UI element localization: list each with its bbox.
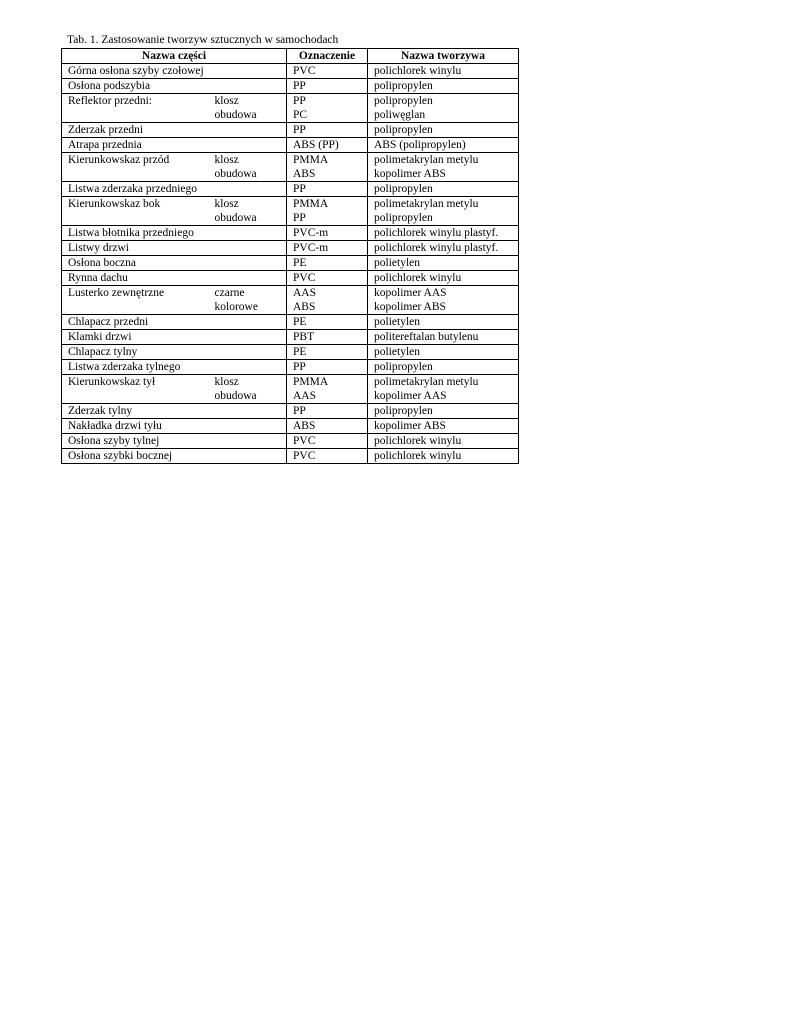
part-name: Chlapacz przedni — [68, 316, 149, 328]
material-name-cell — [368, 375, 519, 404]
material-code-cell — [287, 256, 368, 271]
table-row — [62, 182, 519, 197]
part-name-cell — [62, 138, 287, 153]
material-name-cell — [368, 419, 519, 434]
material-name-cell — [368, 330, 519, 345]
part-name: Kierunkowskaz przód — [68, 154, 170, 166]
material-name-cell — [368, 241, 519, 256]
header-material: Nazwa tworzywa — [368, 49, 519, 64]
part-name-cell — [62, 64, 287, 79]
material-name-cell — [368, 138, 519, 153]
table-row — [62, 434, 519, 449]
material-code-cell-line: PVC — [293, 65, 316, 77]
material-code-cell-line: PVC — [293, 435, 316, 447]
table-row — [62, 330, 519, 345]
material-code-cell-line: PMMA — [293, 198, 329, 210]
part-name: Kierunkowskaz bok — [68, 198, 161, 210]
part-name: Osłona podszybia — [68, 80, 151, 92]
material-code-cell-line: PP — [293, 212, 306, 224]
part-name-cell — [62, 286, 209, 315]
material-name-cell-line: polipropylen — [374, 80, 433, 92]
material-code-cell-line: PE — [293, 316, 307, 328]
part-name-cell — [62, 434, 287, 449]
material-name-cell — [368, 226, 519, 241]
material-code-cell-line: PMMA — [293, 154, 329, 166]
part-name-cell — [62, 197, 209, 226]
part-name-cell — [62, 226, 287, 241]
part-name: Górna osłona szyby czołowej — [68, 65, 204, 77]
table-row — [62, 226, 519, 241]
part-name: Atrapa przednia — [68, 139, 142, 151]
part-name-cell — [62, 360, 287, 375]
part-subcomponent-cell-line: klosz — [214, 154, 239, 166]
table-row — [62, 94, 519, 123]
part-subcomponent-cell-line: czarne — [214, 287, 245, 299]
material-name-cell-line: polichlorek winylu — [374, 65, 462, 77]
material-code-cell — [287, 138, 368, 153]
material-name-cell-line: polimetakrylan metylu — [374, 198, 479, 210]
table-row — [62, 404, 519, 419]
material-name-cell — [368, 182, 519, 197]
material-code-cell-line: PP — [293, 124, 306, 136]
material-code-cell — [287, 79, 368, 94]
part-name: Osłona boczna — [68, 257, 137, 269]
table-row — [62, 419, 519, 434]
table-row — [62, 345, 519, 360]
material-code-cell-line: PC — [293, 109, 308, 121]
material-code-cell — [287, 241, 368, 256]
material-code-cell — [287, 226, 368, 241]
material-name-cell-line: poliwęglan — [374, 109, 426, 121]
material-code-cell — [287, 64, 368, 79]
material-code-cell-line: PP — [293, 80, 306, 92]
part-name-cell — [62, 330, 287, 345]
material-code-cell-line: PVC — [293, 272, 316, 284]
material-code-cell — [287, 345, 368, 360]
material-code-cell — [287, 182, 368, 197]
part-name-cell — [62, 94, 209, 123]
table-row — [62, 241, 519, 256]
part-name: Zderzak przedni — [68, 124, 144, 136]
material-code-cell-line: PBT — [293, 331, 315, 343]
material-name-cell-line: polichlorek winylu plastyf. — [374, 227, 499, 239]
material-code-cell — [287, 271, 368, 286]
material-code-cell-line: PP — [293, 405, 306, 417]
header-code: Oznaczenie — [287, 49, 368, 64]
part-name: Lusterko zewnętrzne — [68, 287, 165, 299]
material-code-cell — [287, 434, 368, 449]
material-name-cell — [368, 94, 519, 123]
part-name: Chlapacz tylny — [68, 346, 138, 358]
material-code-cell-line: AAS — [293, 287, 317, 299]
material-name-cell — [368, 256, 519, 271]
material-code-cell — [287, 360, 368, 375]
material-name-cell-line: polichlorek winylu — [374, 450, 462, 462]
plastics-table — [61, 48, 519, 464]
part-subcomponent-cell-line: klosz — [214, 376, 239, 388]
part-name: Klamki drzwi — [68, 331, 132, 343]
material-name-cell-line: polichlorek winylu — [374, 435, 462, 447]
material-name-cell-line: kopolimer AAS — [374, 390, 447, 402]
material-name-cell — [368, 64, 519, 79]
table-row — [62, 375, 519, 404]
part-subcomponent-cell — [209, 153, 287, 182]
part-name: Listwa zderzaka tylnego — [68, 361, 181, 373]
material-name-cell — [368, 286, 519, 315]
material-name-cell — [368, 153, 519, 182]
part-name-cell — [62, 241, 287, 256]
part-name-cell — [62, 345, 287, 360]
material-name-cell-line: polietylen — [374, 316, 420, 328]
material-name-cell — [368, 404, 519, 419]
material-code-cell — [287, 94, 368, 123]
part-name-cell — [62, 271, 287, 286]
material-code-cell-line: ABS — [293, 301, 316, 313]
table-row — [62, 256, 519, 271]
part-name: Reflektor przedni: — [68, 95, 152, 107]
part-subcomponent-cell — [209, 286, 287, 315]
material-code-cell — [287, 330, 368, 345]
part-subcomponent-cell — [209, 94, 287, 123]
part-name-cell — [62, 256, 287, 271]
part-name-cell — [62, 182, 287, 197]
material-code-cell-line: PP — [293, 361, 306, 373]
material-code-cell — [287, 197, 368, 226]
material-name-cell — [368, 123, 519, 138]
material-name-cell-line: polietylen — [374, 346, 420, 358]
material-code-cell-line: PE — [293, 346, 307, 358]
material-code-cell — [287, 419, 368, 434]
part-name-cell — [62, 419, 287, 434]
material-name-cell-line: polimetakrylan metylu — [374, 154, 479, 166]
table-row — [62, 449, 519, 464]
part-name-cell — [62, 404, 287, 419]
part-subcomponent-cell-line: obudowa — [214, 109, 257, 121]
table-row — [62, 360, 519, 375]
material-name-cell-line: polipropylen — [374, 405, 433, 417]
table-row — [62, 197, 519, 226]
material-name-cell-line: kopolimer AAS — [374, 287, 447, 299]
material-code-cell-line: PVC — [293, 450, 316, 462]
table-caption: Tab. 1. Zastosowanie tworzyw sztucznych w samochodach — [67, 34, 339, 46]
material-name-cell — [368, 197, 519, 226]
material-code-cell — [287, 449, 368, 464]
material-name-cell-line: kopolimer ABS — [374, 301, 446, 313]
material-code-cell-line: PMMA — [293, 376, 329, 388]
part-subcomponent-cell-line: kolorowe — [214, 301, 258, 313]
part-name: Osłona szybki bocznej — [68, 450, 173, 462]
material-code-cell — [287, 375, 368, 404]
table-row — [62, 79, 519, 94]
material-code-cell-line: PVC-m — [293, 227, 329, 239]
material-code-cell-line: ABS — [293, 420, 316, 432]
table-header-row — [62, 49, 519, 64]
part-name: Listwy drzwi — [68, 242, 130, 254]
part-name: Nakładka drzwi tyłu — [68, 420, 162, 432]
part-name-cell — [62, 315, 287, 330]
part-subcomponent-cell-line: obudowa — [214, 390, 257, 402]
material-name-cell-line: polipropylen — [374, 361, 433, 373]
part-name: Listwa zderzaka przedniego — [68, 183, 197, 195]
material-name-cell — [368, 434, 519, 449]
material-name-cell — [368, 315, 519, 330]
part-subcomponent-cell-line: obudowa — [214, 168, 257, 180]
material-code-cell-line: ABS (PP) — [293, 139, 339, 151]
material-name-cell-line: polimetakrylan metylu — [374, 376, 479, 388]
table-row — [62, 315, 519, 330]
material-name-cell-line: ABS (polipropylen) — [374, 139, 466, 151]
part-subcomponent-cell-line: klosz — [214, 95, 239, 107]
part-name-cell — [62, 79, 287, 94]
material-name-cell-line: polipropylen — [374, 124, 433, 136]
material-code-cell — [287, 153, 368, 182]
table-row — [62, 123, 519, 138]
part-name: Zderzak tylny — [68, 405, 133, 417]
table-body — [62, 64, 519, 464]
part-subcomponent-cell — [209, 197, 287, 226]
part-subcomponent-cell-line: klosz — [214, 198, 239, 210]
part-name: Rynna dachu — [68, 272, 128, 284]
material-name-cell-line: polichlorek winylu — [374, 272, 462, 284]
part-name: Osłona szyby tylnej — [68, 435, 160, 447]
table-row — [62, 153, 519, 182]
material-code-cell-line: PVC-m — [293, 242, 329, 254]
material-name-cell — [368, 79, 519, 94]
material-code-cell — [287, 286, 368, 315]
part-name-cell — [62, 153, 209, 182]
material-name-cell-line: polipropylen — [374, 212, 433, 224]
material-code-cell-line: PE — [293, 257, 307, 269]
part-name-cell — [62, 375, 209, 404]
table-row — [62, 138, 519, 153]
document-page — [61, 33, 519, 464]
material-name-cell-line: polipropylen — [374, 183, 433, 195]
header-part-name: Nazwa części — [62, 49, 287, 64]
material-name-cell-line: kopolimer ABS — [374, 420, 446, 432]
material-code-cell — [287, 123, 368, 138]
material-code-cell — [287, 315, 368, 330]
part-name-cell — [62, 123, 287, 138]
material-name-cell — [368, 360, 519, 375]
part-name: Listwa błotnika przedniego — [68, 227, 194, 239]
material-code-cell — [287, 404, 368, 419]
part-subcomponent-cell-line: obudowa — [214, 212, 257, 224]
part-subcomponent-cell — [209, 375, 287, 404]
material-name-cell-line: polichlorek winylu plastyf. — [374, 242, 499, 254]
material-name-cell — [368, 449, 519, 464]
table-row — [62, 271, 519, 286]
material-code-cell-line: ABS — [293, 168, 316, 180]
material-code-cell-line: AAS — [293, 390, 317, 402]
table-row — [62, 286, 519, 315]
material-code-cell-line: PP — [293, 183, 306, 195]
material-code-cell-line: PP — [293, 95, 306, 107]
material-name-cell-line: politereftalan butylenu — [374, 331, 479, 343]
table-row — [62, 64, 519, 79]
material-name-cell — [368, 345, 519, 360]
material-name-cell-line: kopolimer ABS — [374, 168, 446, 180]
material-name-cell-line: polietylen — [374, 257, 420, 269]
part-name-cell — [62, 449, 287, 464]
part-name: Kierunkowskaz tył — [68, 376, 156, 388]
material-name-cell-line: polipropylen — [374, 95, 433, 107]
material-name-cell — [368, 271, 519, 286]
